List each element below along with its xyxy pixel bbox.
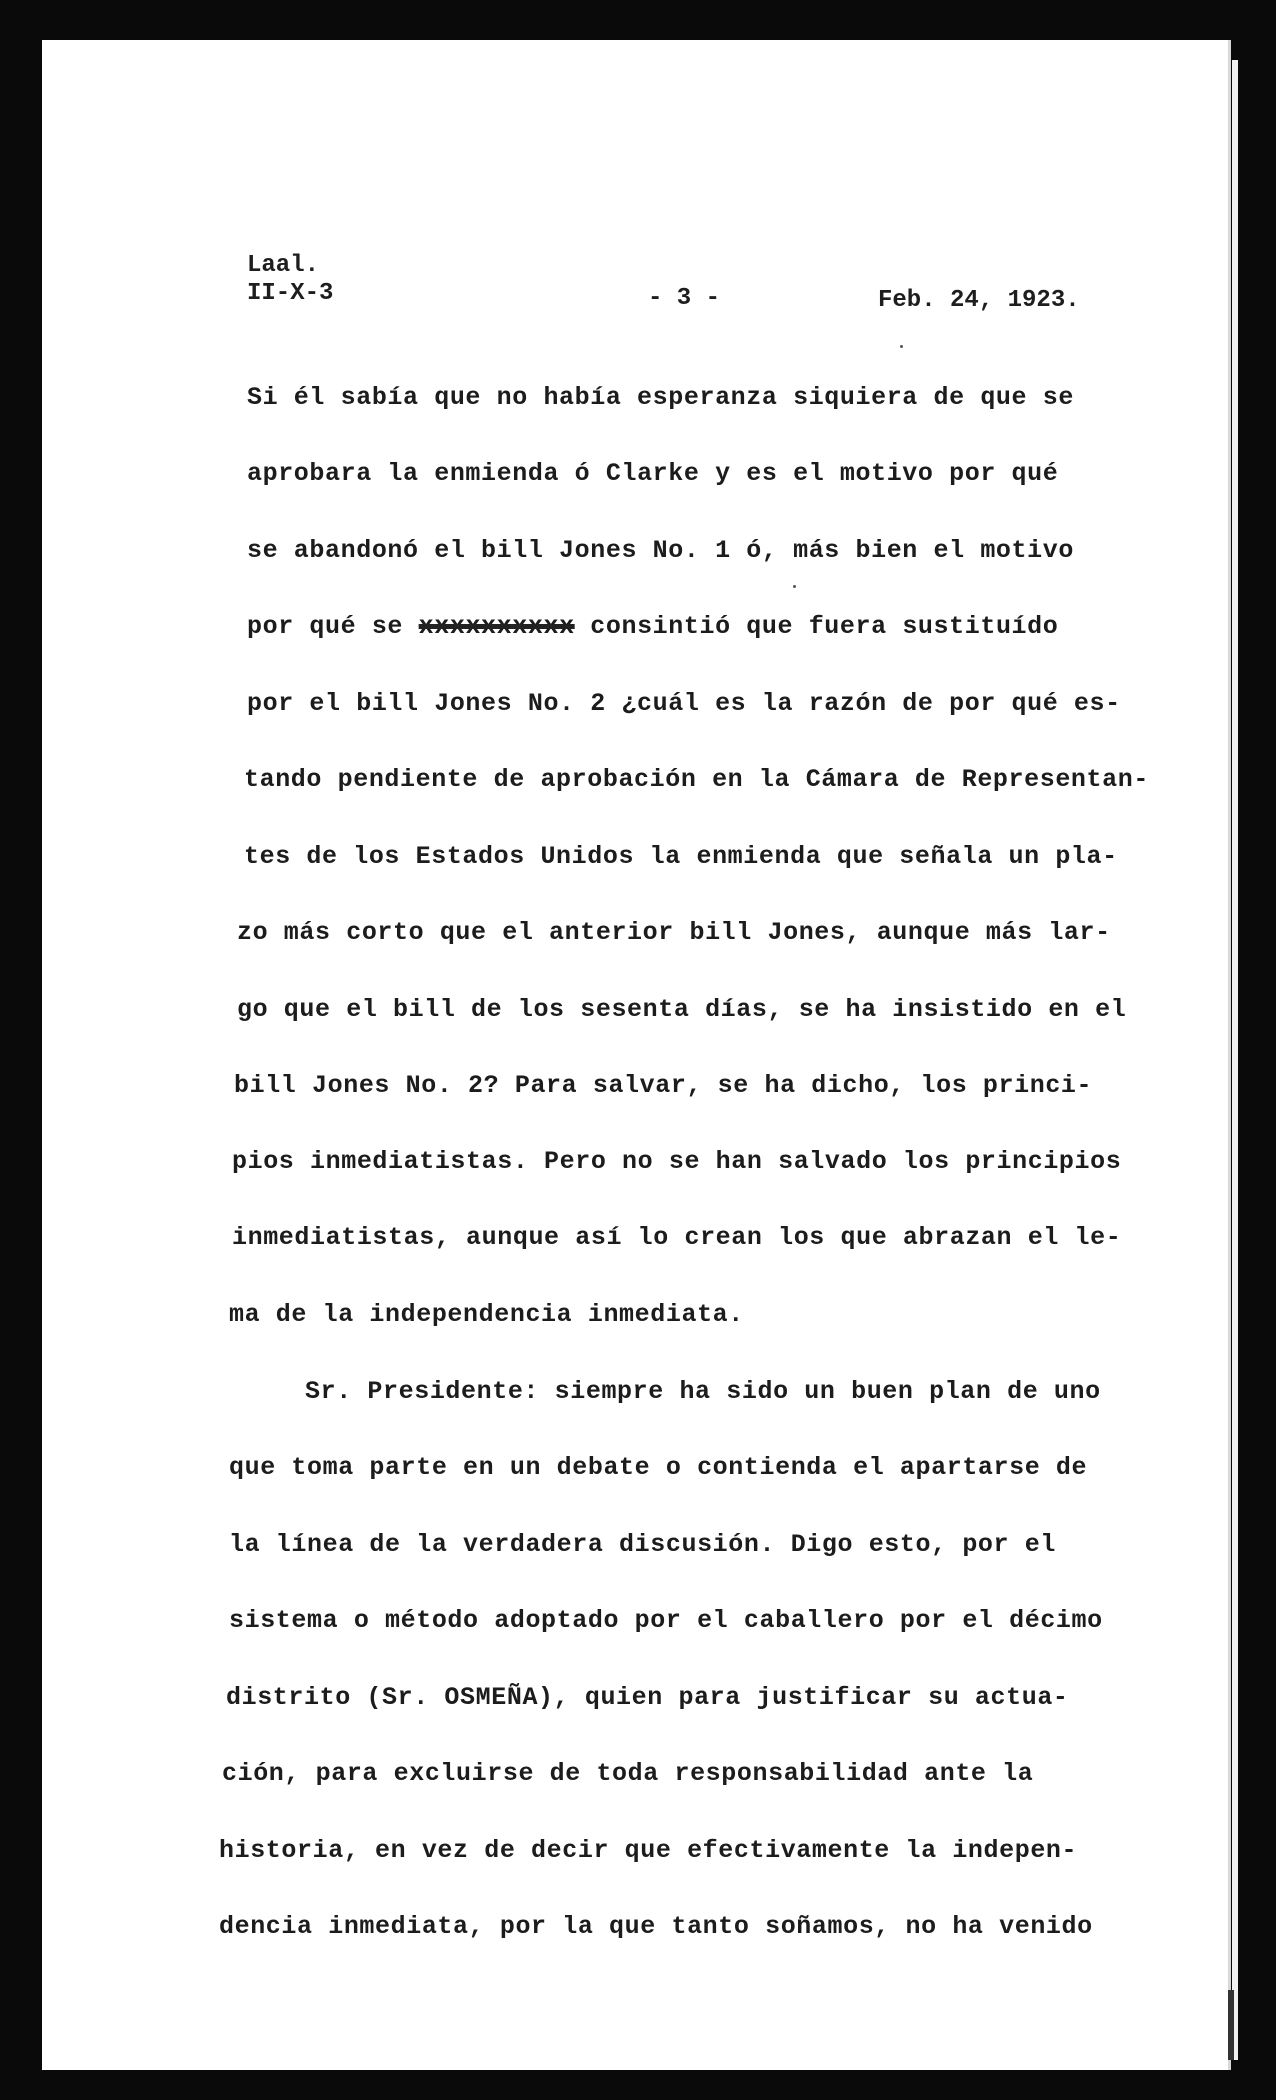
text-line: dencia inmediata, por la que tanto soñamos, no ha venido xyxy=(219,1912,1093,1941)
text-line: bill Jones No. 2? Para salvar, se ha dicho, los princi- xyxy=(234,1071,1093,1100)
scan-artifact xyxy=(1228,1990,1234,2060)
page-number: - 3 - xyxy=(648,285,721,312)
struck-out-word: xxxxxxxxxx xyxy=(418,612,575,641)
text-line: Si él sabía que no había esperanza siquiera de que se xyxy=(247,383,1074,412)
text-line: aprobara la enmienda ó Clarke y es el motivo por qué xyxy=(247,459,1059,488)
text-line: go que el bill de los sesenta días, se ha insistido en el xyxy=(237,995,1127,1024)
text-line: distrito (Sr. OSMEÑA), quien para justificar su actua- xyxy=(226,1683,1069,1712)
text-line: por el bill Jones No. 2 ¿cuál es la razón de por qué es- xyxy=(247,689,1121,718)
page-edge xyxy=(1232,60,1238,2060)
text-line: ma de la independencia inmediata. xyxy=(229,1300,744,1329)
header-code: II-X-3 xyxy=(247,280,334,307)
text-line: que toma parte en un debate o contienda el apartarse de xyxy=(229,1453,1088,1482)
ink-speck xyxy=(793,585,796,588)
text-line: pios inmediatistas. Pero no se han salvado los principios xyxy=(232,1147,1122,1176)
text-line: zo más corto que el anterior bill Jones, aunque más lar- xyxy=(237,918,1111,947)
text-line: Sr. Presidente: siempre ha sido un buen plan de uno xyxy=(305,1377,1101,1406)
header-date: Feb. 24, 1923. xyxy=(878,287,1080,314)
text-line: por qué se xxxxxxxxxx consintió que fuera sustituído xyxy=(247,612,1059,641)
text-line: tando pendiente de aprobación en la Cámara de Representan- xyxy=(244,765,1149,794)
text-line: la línea de la verdadera discusión. Digo esto, por el xyxy=(229,1530,1056,1559)
text-line: ción, para excluirse de toda responsabilidad ante la xyxy=(222,1759,1034,1788)
ink-speck xyxy=(900,345,903,348)
header-initials: Laal. xyxy=(247,252,320,279)
text-line: tes de los Estados Unidos la enmienda que señala un pla- xyxy=(244,842,1118,871)
text-line: se abandonó el bill Jones No. 1 ó, más bien el motivo xyxy=(247,536,1074,565)
text-line: sistema o método adoptado por el caballero por el décimo xyxy=(229,1606,1103,1635)
text-line: historia, en vez de decir que efectivamente la indepen- xyxy=(219,1836,1078,1865)
text-line: inmediatistas, aunque así lo crean los que abrazan el le- xyxy=(232,1223,1122,1252)
